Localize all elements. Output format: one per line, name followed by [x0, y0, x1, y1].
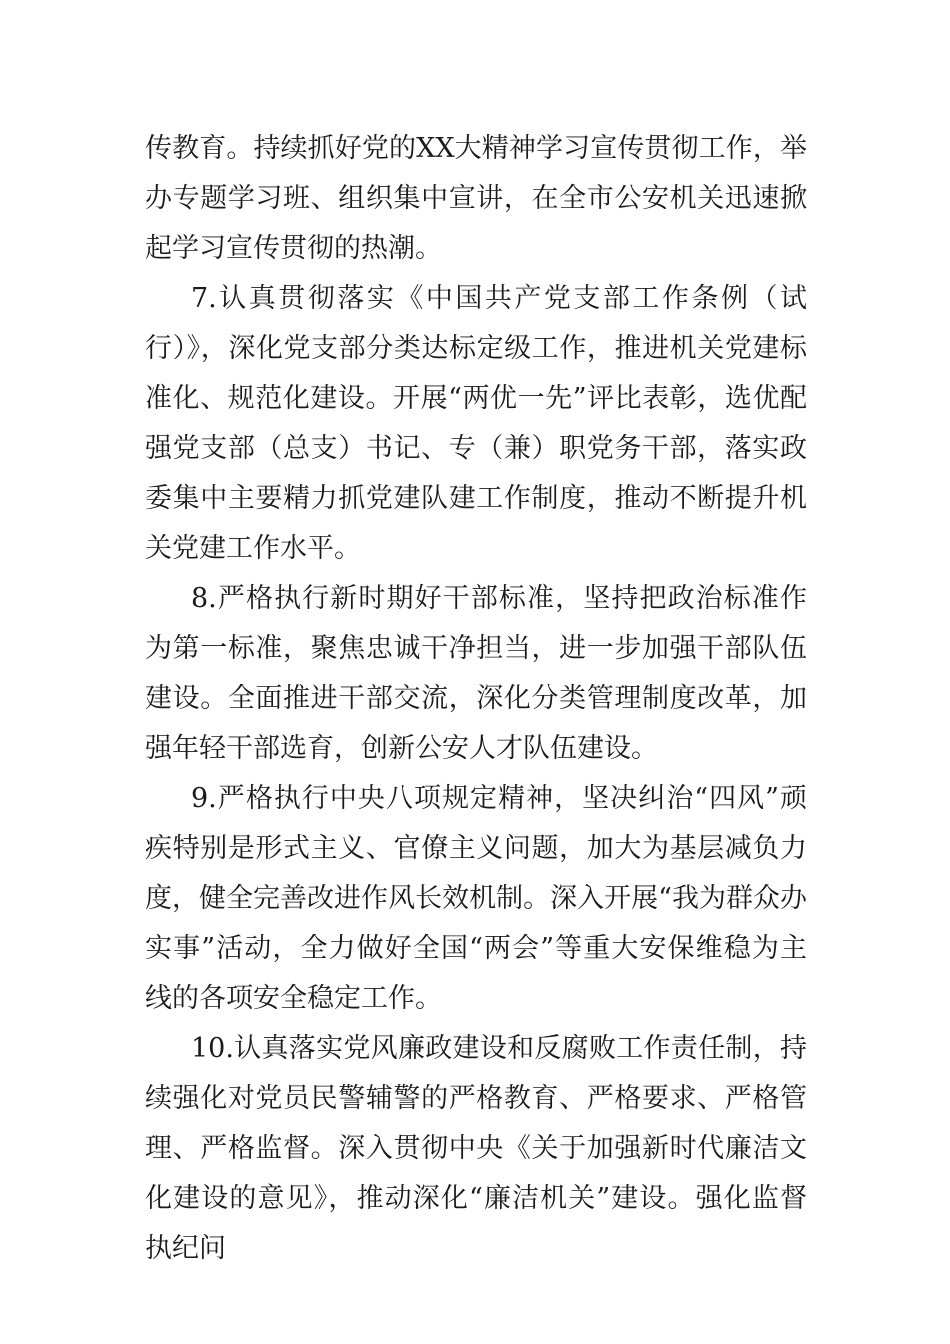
paragraph-item-7: 7.认真贯彻落实《中国共产党支部工作条例（试行）》，深化党支部分类达标定级工作，推进机关党建标准化、规范化建设。开展“两优一先”评比表彰，选优配强党支部（总支）书记、专（兼）职党务干部，落实政委集中主要精力抓党建队建工作制度，推动不断提升机关党建工作水平。 — [145, 283, 807, 564]
paragraph-item-8: 8.严格执行新时期好干部标准，坚持把政治标准作为第一标准，聚焦忠诚干净担当，进一步加强干部队伍建设。全面推进干部交流，深化分类管理制度改革，加强年轻干部选育，创新公安人才队伍建设。 — [145, 583, 807, 764]
paragraph-continuation: 传教育。持续抓好党的XX大精神学习宣传贯彻工作，举办专题学习班、组织集中宣讲，在全市公安机关迅速掀起学习宣传贯彻的热潮。 — [145, 133, 807, 264]
document-body — [145, 124, 807, 1274]
paragraph-item-10: 10.认真落实党风廉政建设和反腐败工作责任制，持续强化对党员民警辅警的严格教育、严格要求、严格管理、严格监督。深入贯彻中央《关于加强新时代廉洁文化建设的意见》，推动深化“廉洁机关”建设。强化监督执纪问 — [145, 1033, 807, 1264]
paragraph-item-9: 9.严格执行中央八项规定精神，坚决纠治“四风”顽疾特别是形式主义、官僚主义问题，加大为基层减负力度，健全完善改进作风长效机制。深入开展“我为群众办实事”活动，全力做好全国“两会”等重大安保维稳为主线的各项安全稳定工作。 — [145, 783, 807, 1014]
